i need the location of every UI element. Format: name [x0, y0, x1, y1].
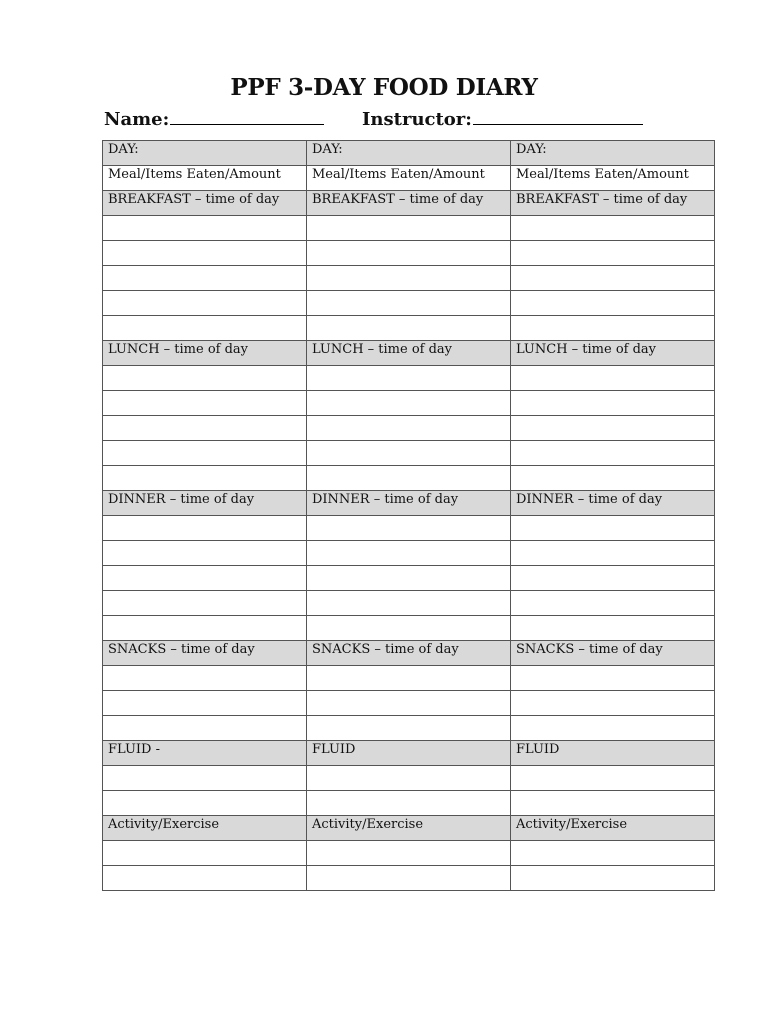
table-cell-label: FLUID - [103, 741, 307, 766]
table-cell-entry[interactable] [103, 841, 307, 866]
table-cell-entry[interactable] [103, 691, 307, 716]
food-diary-table [102, 140, 715, 891]
table-cell-label: BREAKFAST – time of day [103, 191, 307, 216]
table-cell-entry[interactable] [511, 541, 715, 566]
table-row [103, 466, 715, 491]
table-cell-label: LUNCH – time of day [511, 341, 715, 366]
food-diary-table-body [103, 141, 715, 891]
table-cell-entry[interactable] [103, 366, 307, 391]
table-cell-entry[interactable] [511, 566, 715, 591]
table-cell-entry[interactable] [511, 516, 715, 541]
table-cell-entry[interactable] [511, 391, 715, 416]
table-cell-label: BREAKFAST – time of day [307, 191, 511, 216]
table-cell-entry[interactable] [511, 216, 715, 241]
table-cell-label: DAY: [307, 141, 511, 166]
table-cell-entry[interactable] [307, 516, 511, 541]
table-cell-label: DAY: [511, 141, 715, 166]
table-cell-label: SNACKS – time of day [511, 641, 715, 666]
table-cell-entry[interactable] [307, 666, 511, 691]
table-cell-entry[interactable] [307, 291, 511, 316]
table-cell-label: FLUID [307, 741, 511, 766]
table-row [103, 716, 715, 741]
table-cell-entry[interactable] [103, 391, 307, 416]
name-blank-line[interactable] [170, 106, 324, 125]
table-cell-label: SNACKS – time of day [103, 641, 307, 666]
table-cell-entry[interactable] [307, 716, 511, 741]
page-title: PPF 3-DAY FOOD DIARY [230, 74, 538, 101]
table-cell-label: Activity/Exercise [103, 816, 307, 841]
table-cell-label: Activity/Exercise [511, 816, 715, 841]
table-cell-entry[interactable] [307, 616, 511, 641]
table-row [103, 691, 715, 716]
section-header-row [103, 491, 715, 516]
table-cell-entry[interactable] [307, 566, 511, 591]
table-cell-entry[interactable] [307, 241, 511, 266]
table-cell-entry[interactable] [307, 841, 511, 866]
table-cell-label: Meal/Items Eaten/Amount [511, 166, 715, 191]
table-cell-entry[interactable] [103, 666, 307, 691]
table-cell-label: FLUID [511, 741, 715, 766]
table-cell-entry[interactable] [307, 541, 511, 566]
table-cell-entry[interactable] [103, 616, 307, 641]
table-cell-entry[interactable] [103, 591, 307, 616]
table-row [103, 841, 715, 866]
name-field [104, 106, 324, 130]
table-cell-entry[interactable] [103, 416, 307, 441]
table-cell-entry[interactable] [307, 266, 511, 291]
section-header-row [103, 341, 715, 366]
table-cell-entry[interactable] [103, 791, 307, 816]
table-cell-entry[interactable] [103, 716, 307, 741]
instructor-label: Instructor: [362, 109, 472, 130]
table-row [103, 566, 715, 591]
table-cell-entry[interactable] [307, 366, 511, 391]
table-row [103, 666, 715, 691]
table-cell-label: Activity/Exercise [307, 816, 511, 841]
name-label: Name: [104, 109, 170, 130]
table-cell-entry[interactable] [307, 766, 511, 791]
table-cell-entry[interactable] [511, 666, 715, 691]
table-cell-entry[interactable] [511, 241, 715, 266]
section-header-row [103, 641, 715, 666]
table-cell-entry[interactable] [511, 791, 715, 816]
section-header-row [103, 741, 715, 766]
section-header-row [103, 191, 715, 216]
section-header-row [103, 141, 715, 166]
table-cell-entry[interactable] [307, 416, 511, 441]
table-row [103, 166, 715, 191]
table-cell-entry[interactable] [103, 541, 307, 566]
table-cell-label: BREAKFAST – time of day [511, 191, 715, 216]
table-cell-entry[interactable] [511, 591, 715, 616]
table-cell-entry[interactable] [307, 441, 511, 466]
table-row [103, 866, 715, 891]
table-cell-entry[interactable] [511, 441, 715, 466]
table-cell-entry[interactable] [103, 241, 307, 266]
table-cell-entry[interactable] [511, 366, 715, 391]
table-row [103, 216, 715, 241]
table-row [103, 616, 715, 641]
table-cell-label: Meal/Items Eaten/Amount [103, 166, 307, 191]
table-cell-entry[interactable] [103, 441, 307, 466]
table-cell-entry[interactable] [307, 591, 511, 616]
table-row [103, 541, 715, 566]
table-cell-label: Meal/Items Eaten/Amount [307, 166, 511, 191]
table-row [103, 416, 715, 441]
table-cell-entry[interactable] [307, 391, 511, 416]
section-header-row [103, 816, 715, 841]
table-row [103, 516, 715, 541]
table-cell-entry[interactable] [511, 841, 715, 866]
table-cell-entry[interactable] [103, 316, 307, 341]
table-row [103, 266, 715, 291]
table-cell-entry[interactable] [511, 291, 715, 316]
table-row [103, 391, 715, 416]
table-cell-entry[interactable] [511, 466, 715, 491]
table-cell-entry[interactable] [307, 466, 511, 491]
table-cell-entry[interactable] [103, 866, 307, 891]
table-cell-entry[interactable] [103, 466, 307, 491]
table-row [103, 241, 715, 266]
table-cell-entry[interactable] [103, 291, 307, 316]
table-row [103, 441, 715, 466]
table-cell-label: DINNER – time of day [307, 491, 511, 516]
table-row [103, 366, 715, 391]
table-row [103, 291, 715, 316]
table-cell-entry[interactable] [103, 516, 307, 541]
table-cell-label: SNACKS – time of day [307, 641, 511, 666]
table-cell-entry[interactable] [307, 216, 511, 241]
table-cell-entry[interactable] [511, 616, 715, 641]
table-cell-label: LUNCH – time of day [307, 341, 511, 366]
table-cell-entry[interactable] [103, 266, 307, 291]
instructor-field [362, 106, 643, 130]
table-cell-entry[interactable] [307, 316, 511, 341]
table-cell-entry[interactable] [307, 691, 511, 716]
table-cell-entry[interactable] [511, 766, 715, 791]
table-row [103, 316, 715, 341]
table-cell-entry[interactable] [307, 866, 511, 891]
table-cell-entry[interactable] [511, 416, 715, 441]
table-cell-label: DAY: [103, 141, 307, 166]
table-cell-entry[interactable] [511, 266, 715, 291]
table-cell-entry[interactable] [307, 791, 511, 816]
table-cell-entry[interactable] [103, 766, 307, 791]
instructor-blank-line[interactable] [473, 106, 643, 125]
table-cell-label: DINNER – time of day [103, 491, 307, 516]
table-cell-label: LUNCH – time of day [103, 341, 307, 366]
table-cell-entry[interactable] [511, 716, 715, 741]
table-row [103, 591, 715, 616]
table-cell-entry[interactable] [103, 566, 307, 591]
table-cell-entry[interactable] [103, 216, 307, 241]
table-cell-entry[interactable] [511, 691, 715, 716]
table-cell-entry[interactable] [511, 866, 715, 891]
table-row [103, 791, 715, 816]
table-cell-entry[interactable] [511, 316, 715, 341]
table-row [103, 766, 715, 791]
table-cell-label: DINNER – time of day [511, 491, 715, 516]
